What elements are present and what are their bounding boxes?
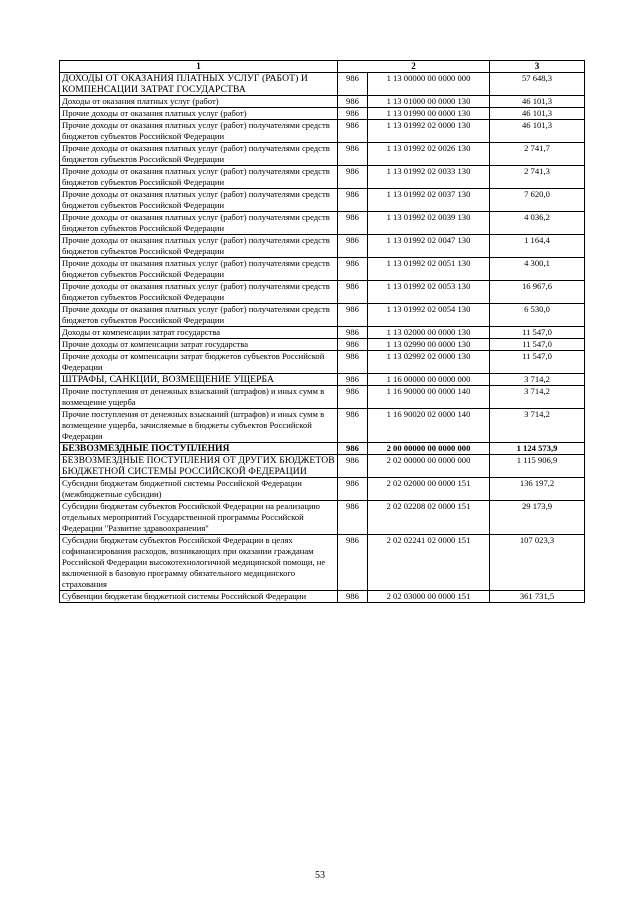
table-row — [60, 212, 585, 235]
row-admin-code-cell: 986 — [338, 281, 368, 304]
row-name-cell: ДОХОДЫ ОТ ОКАЗАНИЯ ПЛАТНЫХ УСЛУГ (РАБОТ) И КОМПЕНСАЦИИ ЗАТРАТ ГОСУДАРСТВА — [60, 73, 338, 96]
row-amount-cell: 11 547,0 — [490, 327, 585, 339]
row-admin-code-cell: 986 — [338, 443, 368, 455]
table-row — [60, 501, 585, 535]
table-row — [60, 96, 585, 108]
row-name-cell: Прочие поступления от денежных взысканий (штрафов) и иных сумм в возмещение ущерба, зачисляемые в бюджеты субъектов Российской Федерации — [60, 409, 338, 443]
table-row — [60, 478, 585, 501]
row-admin-code-cell: 986 — [338, 591, 368, 603]
table-header-row — [60, 61, 585, 73]
row-amount-cell: 107 023,3 — [490, 535, 585, 591]
table-row — [60, 235, 585, 258]
row-admin-code-cell: 986 — [338, 501, 368, 535]
row-name-cell: Прочие доходы от оказания платных услуг (работ) получателями средств бюджетов субъектов Российской Федерации — [60, 258, 338, 281]
row-name-cell: Прочие доходы от компенсации затрат бюджетов субъектов Российской Федерации — [60, 351, 338, 374]
row-budget-code-cell: 1 13 02990 00 0000 130 — [368, 339, 490, 351]
table-body — [60, 73, 585, 603]
row-amount-cell: 46 101,3 — [490, 108, 585, 120]
row-amount-cell: 57 648,3 — [490, 73, 585, 96]
table-row — [60, 386, 585, 409]
row-admin-code-cell: 986 — [338, 108, 368, 120]
row-budget-code-cell: 1 13 01992 02 0053 130 — [368, 281, 490, 304]
row-amount-cell: 3 714,2 — [490, 409, 585, 443]
row-admin-code-cell: 986 — [338, 166, 368, 189]
row-budget-code-cell: 1 13 02000 00 0000 130 — [368, 327, 490, 339]
row-budget-code-cell: 2 02 00000 00 0000 000 — [368, 455, 490, 478]
table-row — [60, 409, 585, 443]
row-budget-code-cell: 1 13 01992 02 0033 130 — [368, 166, 490, 189]
row-name-cell: Прочие доходы от компенсации затрат государства — [60, 339, 338, 351]
row-amount-cell: 46 101,3 — [490, 96, 585, 108]
row-admin-code-cell: 986 — [338, 535, 368, 591]
table-row — [60, 281, 585, 304]
revenue-table — [59, 60, 585, 603]
row-amount-cell: 1 164,4 — [490, 235, 585, 258]
row-name-cell: Прочие доходы от оказания платных услуг (работ) получателями средств бюджетов субъектов Российской Федерации — [60, 304, 338, 327]
row-amount-cell: 2 741,3 — [490, 166, 585, 189]
row-admin-code-cell: 986 — [338, 235, 368, 258]
table-row — [60, 443, 585, 455]
row-amount-cell: 6 530,0 — [490, 304, 585, 327]
row-name-cell: Прочие доходы от оказания платных услуг (работ) получателями средств бюджетов субъектов Российской Федерации — [60, 143, 338, 166]
row-amount-cell: 3 714,2 — [490, 386, 585, 409]
row-budget-code-cell: 2 02 02241 02 0000 151 — [368, 535, 490, 591]
row-admin-code-cell: 986 — [338, 73, 368, 96]
row-budget-code-cell: 1 13 01992 02 0037 130 — [368, 189, 490, 212]
row-name-cell: Прочие доходы от оказания платных услуг (работ) получателями средств бюджетов субъектов Российской Федерации — [60, 212, 338, 235]
row-amount-cell: 136 197,2 — [490, 478, 585, 501]
row-budget-code-cell: 1 13 01992 02 0026 130 — [368, 143, 490, 166]
row-amount-cell: 1 124 573,9 — [490, 443, 585, 455]
row-admin-code-cell: 986 — [338, 212, 368, 235]
row-budget-code-cell: 1 13 01000 00 0000 130 — [368, 96, 490, 108]
row-admin-code-cell: 986 — [338, 258, 368, 281]
row-amount-cell: 4 300,1 — [490, 258, 585, 281]
row-name-cell: Доходы от оказания платных услуг (работ) — [60, 96, 338, 108]
table-row — [60, 535, 585, 591]
row-amount-cell: 29 173,9 — [490, 501, 585, 535]
row-admin-code-cell: 986 — [338, 327, 368, 339]
row-admin-code-cell: 986 — [338, 96, 368, 108]
row-admin-code-cell: 986 — [338, 339, 368, 351]
row-admin-code-cell: 986 — [338, 374, 368, 386]
row-budget-code-cell: 1 13 01990 00 0000 130 — [368, 108, 490, 120]
row-budget-code-cell: 2 02 03000 00 0000 151 — [368, 591, 490, 603]
row-admin-code-cell: 986 — [338, 120, 368, 143]
table-row — [60, 304, 585, 327]
row-name-cell: БЕЗВОЗМЕЗДНЫЕ ПОСТУПЛЕНИЯ ОТ ДРУГИХ БЮДЖЕТОВ БЮДЖЕТНОЙ СИСТЕМЫ РОССИЙСКОЙ ФЕДЕРАЦИИ — [60, 455, 338, 478]
row-amount-cell: 7 620,0 — [490, 189, 585, 212]
header-col-3: 3 — [490, 61, 585, 73]
table-row — [60, 374, 585, 386]
row-amount-cell: 11 547,0 — [490, 351, 585, 374]
row-name-cell: Субсидии бюджетам субъектов Российской Федерации на реализацию отдельных мероприятий Государственной программы Российской Федерации "Развитие здравоохранения" — [60, 501, 338, 535]
table-row — [60, 258, 585, 281]
row-budget-code-cell: 2 02 02208 02 0000 151 — [368, 501, 490, 535]
table-row — [60, 120, 585, 143]
row-name-cell: Прочие доходы от оказания платных услуг (работ) получателями средств бюджетов субъектов Российской Федерации — [60, 120, 338, 143]
row-admin-code-cell: 986 — [338, 351, 368, 374]
row-name-cell: Субсидии бюджетам бюджетной системы Российской Федерации (межбюджетные субсидии) — [60, 478, 338, 501]
row-admin-code-cell: 986 — [338, 189, 368, 212]
row-amount-cell: 361 731,5 — [490, 591, 585, 603]
row-admin-code-cell: 986 — [338, 143, 368, 166]
row-amount-cell: 4 036,2 — [490, 212, 585, 235]
row-admin-code-cell: 986 — [338, 409, 368, 443]
table-row — [60, 351, 585, 374]
row-budget-code-cell: 1 13 01992 02 0000 130 — [368, 120, 490, 143]
table-row — [60, 143, 585, 166]
row-name-cell: ШТРАФЫ, САНКЦИИ, ВОЗМЕЩЕНИЕ УЩЕРБА — [60, 374, 338, 386]
row-name-cell: Доходы от компенсации затрат государства — [60, 327, 338, 339]
row-name-cell: Субсидии бюджетам субъектов Российской Федерации в целях софинансирования расходов, возникающих при оказании гражданам Российской Федерации высокотехнологичной медицинской помощи, не включенной в базовую программу обязательного медицинского страхования — [60, 535, 338, 591]
row-name-cell: Прочие доходы от оказания платных услуг (работ) получателями средств бюджетов субъектов Российской Федерации — [60, 189, 338, 212]
table-row — [60, 108, 585, 120]
row-amount-cell: 3 714,2 — [490, 374, 585, 386]
row-amount-cell: 46 101,3 — [490, 120, 585, 143]
row-amount-cell: 1 115 906,9 — [490, 455, 585, 478]
row-budget-code-cell: 1 13 00000 00 0000 000 — [368, 73, 490, 96]
table-row — [60, 339, 585, 351]
table-row — [60, 73, 585, 96]
row-budget-code-cell: 1 13 01992 02 0047 130 — [368, 235, 490, 258]
row-admin-code-cell: 986 — [338, 386, 368, 409]
row-admin-code-cell: 986 — [338, 304, 368, 327]
table-row — [60, 455, 585, 478]
row-budget-code-cell: 1 16 90000 00 0000 140 — [368, 386, 490, 409]
table-row — [60, 189, 585, 212]
row-budget-code-cell: 2 02 02000 00 0000 151 — [368, 478, 490, 501]
row-name-cell: Субвенции бюджетам бюджетной системы Российской Федерации — [60, 591, 338, 603]
table-row — [60, 591, 585, 603]
row-budget-code-cell: 1 13 01992 02 0051 130 — [368, 258, 490, 281]
row-amount-cell: 16 967,6 — [490, 281, 585, 304]
header-col-2: 2 — [338, 61, 490, 73]
row-amount-cell: 11 547,0 — [490, 339, 585, 351]
row-budget-code-cell: 1 13 01992 02 0054 130 — [368, 304, 490, 327]
row-name-cell: Прочие доходы от оказания платных услуг (работ) получателями средств бюджетов субъектов Российской Федерации — [60, 235, 338, 258]
row-name-cell: БЕЗВОЗМЕЗДНЫЕ ПОСТУПЛЕНИЯ — [60, 443, 338, 455]
row-name-cell: Прочие доходы от оказания платных услуг (работ) — [60, 108, 338, 120]
row-budget-code-cell: 1 13 02992 02 0000 130 — [368, 351, 490, 374]
row-name-cell: Прочие поступления от денежных взысканий (штрафов) и иных сумм в возмещение ущерба — [60, 386, 338, 409]
row-amount-cell: 2 741,7 — [490, 143, 585, 166]
row-budget-code-cell: 2 00 00000 00 0000 000 — [368, 443, 490, 455]
page-number: 53 — [315, 870, 325, 881]
row-name-cell: Прочие доходы от оказания платных услуг (работ) получателями средств бюджетов субъектов Российской Федерации — [60, 281, 338, 304]
row-admin-code-cell: 986 — [338, 478, 368, 501]
table-row — [60, 327, 585, 339]
row-admin-code-cell: 986 — [338, 455, 368, 478]
row-budget-code-cell: 1 16 90020 02 0000 140 — [368, 409, 490, 443]
row-name-cell: Прочие доходы от оказания платных услуг (работ) получателями средств бюджетов субъектов Российской Федерации — [60, 166, 338, 189]
row-budget-code-cell: 1 13 01992 02 0039 130 — [368, 212, 490, 235]
header-col-1: 1 — [60, 61, 338, 73]
row-budget-code-cell: 1 16 00000 00 0000 000 — [368, 374, 490, 386]
table-row — [60, 166, 585, 189]
